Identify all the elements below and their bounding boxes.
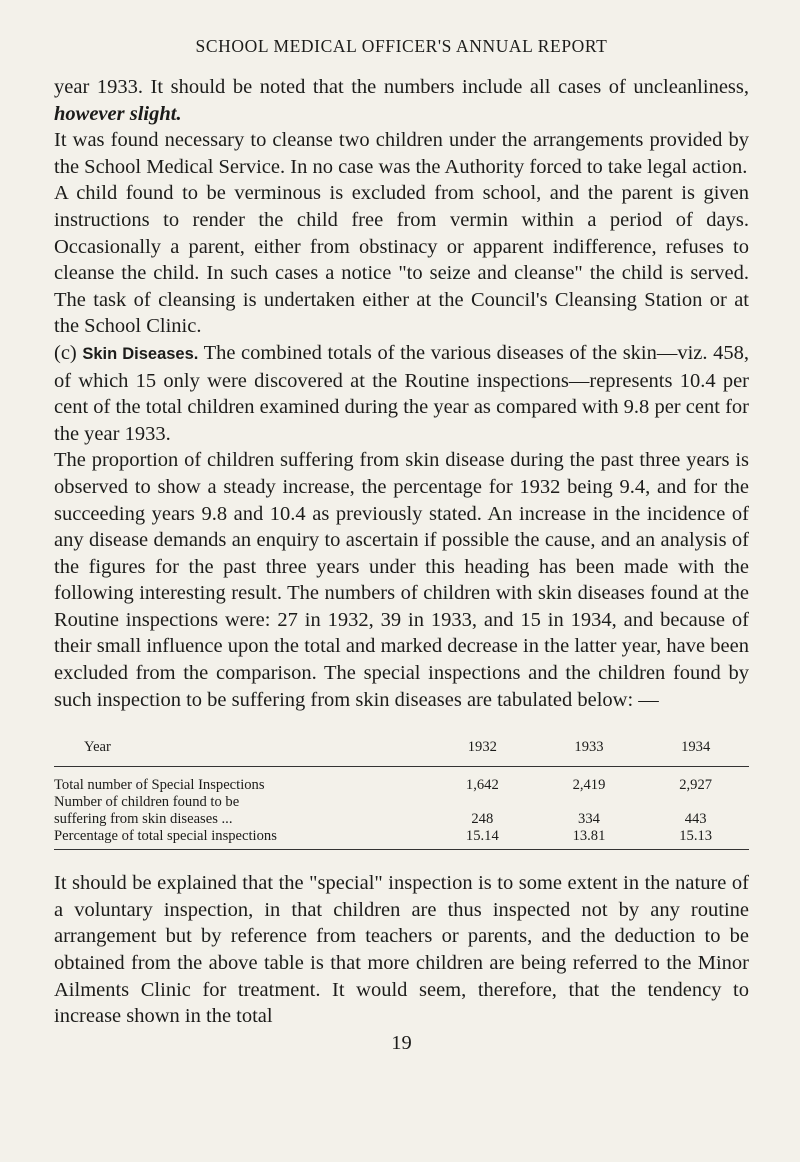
table-row bbox=[54, 811, 749, 828]
table-row-label: suffering from skin diseases ... bbox=[54, 811, 233, 828]
paragraph-2: It was found necessary to cleanse two children under the arrangements provided by the School Medical Service. In no case was the Authority forced to take legal action. bbox=[54, 129, 749, 178]
table-row-label: Number of children found to be bbox=[54, 794, 240, 811]
table-cell: 248 bbox=[471, 811, 494, 828]
table-header-year: 1932 bbox=[429, 739, 536, 767]
paragraph-5: The proportion of children suffering from skin disease during the past three years is observed to show a steady increase, the percentage for 1932 being 9.4, and for the succeeding years 9.8 and 10.4 as previously stated. An increase in the incidence of any disease demands an enquiry to ascertain if possible the cause, and an analysis of the figures for the past three years under this heading has been made with the following interesting result. The numbers of children with skin diseases found at the Routine inspections were: 27 in 1932, 39 in 1933, and 15 in 1934, and because of their small influence upon the total and marked decrease in the latter year, have been excluded from the comparison. The special inspections and the children found by such inspection to be suffering from skin diseases are tabulated below: — bbox=[54, 449, 749, 711]
table-header-row bbox=[54, 739, 749, 767]
running-title: SCHOOL MEDICAL OFFICER'S ANNUAL REPORT bbox=[195, 36, 608, 56]
paragraph-3: A child found to be verminous is excluded from school, and the parent is given instructions to render the child free from vermin within a period of days. Occasionally a parent, either from obstinacy or apparent indifference, refuses to cleanse the child. In such cases a notice "to seize and cleanse" the child is served. The task of cleansing is undertaken either at the Council's Cleansing Station or at the School Clinic. bbox=[54, 182, 749, 338]
table-cell: 334 bbox=[578, 811, 600, 828]
paragraph-1-text: year 1933. It should be noted that the numbers include all cases of uncleanliness, bbox=[54, 76, 749, 98]
skin-disease-table bbox=[54, 739, 749, 850]
table-cell: 2,419 bbox=[572, 777, 606, 794]
paragraph-1 bbox=[54, 74, 749, 127]
report-page bbox=[54, 36, 749, 1055]
paragraph-4-text: The combined totals of the various diseases of the skin—viz. 458, of which 15 only were discovered at the Routine inspections—represents 10.4 per cent of the total children examined during the year as compared with 9.8 per cent for the year 1933. bbox=[54, 341, 749, 445]
paragraph-6: It should be explained that the "special" inspection is to some extent in the nature of a voluntary inspection, in that children are thus inspected not by any routine arrangement but by reference from teachers or parents, and the deduction to be obtained from the above table is that more children are being referred to the Minor Ailments Clinic for treatment. It would seem, therefore, that the tendency to increase shown in the total bbox=[54, 872, 749, 1028]
table-cell: 13.81 bbox=[536, 828, 643, 850]
table-cell: 15.14 bbox=[429, 828, 536, 850]
table-header-label: Year bbox=[54, 739, 429, 767]
closing-text bbox=[54, 870, 749, 1030]
paragraph-4 bbox=[54, 340, 749, 447]
table-row bbox=[54, 828, 749, 850]
table-row bbox=[54, 767, 749, 795]
section-label: (c) bbox=[54, 341, 83, 364]
table-cell bbox=[642, 794, 749, 811]
table-cell bbox=[429, 794, 536, 811]
paragraph-1-emphasis: however slight. bbox=[54, 102, 182, 125]
table-cell: 15.13 bbox=[642, 828, 749, 850]
page-number: 19 bbox=[391, 1031, 412, 1054]
table-cell: 443 bbox=[684, 811, 707, 828]
table-row-label: Percentage of total special inspections bbox=[54, 828, 429, 850]
data-table bbox=[54, 739, 749, 850]
table-header-year: 1933 bbox=[536, 739, 643, 767]
table-row-label: Total number of Special Inspections bbox=[54, 777, 265, 794]
section-subheading: Skin Diseases. bbox=[82, 344, 199, 363]
table-header-year: 1934 bbox=[642, 739, 749, 767]
table-cell: 1,642 bbox=[465, 777, 499, 794]
table-cell bbox=[536, 794, 643, 811]
table-cell: 2,927 bbox=[679, 777, 713, 794]
body-text bbox=[54, 74, 749, 713]
table-row bbox=[54, 794, 749, 811]
